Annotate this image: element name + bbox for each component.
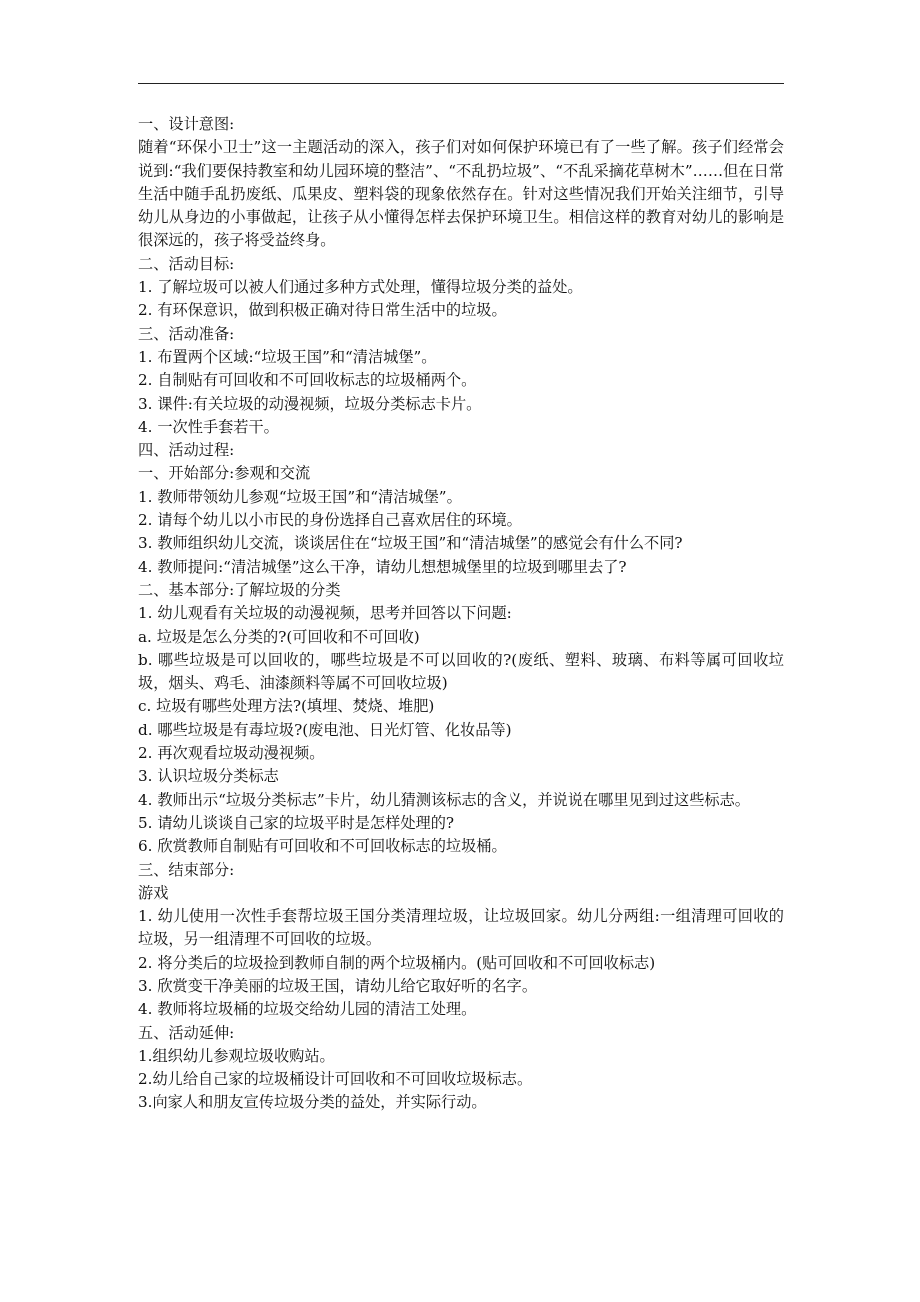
list-item: c. 垃圾有哪些处理方法?(填埋、焚烧、堆肥) — [138, 697, 435, 716]
list-item: 2. 将分类后的垃圾捡到教师自制的两个垃圾桶内。(贴可回收和不可回收标志) — [138, 953, 656, 972]
header-rule — [138, 83, 784, 84]
paragraph-design-intent: 随着“环保小卫士”这一主题活动的深入，孩子们对如何保护环境已有了一些了解。孩子们经常会说到:“我们要保持教室和幼儿园环境的整洁”、“不乱扔垃圾”、“不乱采摘花草树木”……但在日常生活中随手乱扔废纸、瓜果皮、塑料袋的现象依然存在。针对这些情况我们开始关注细节，引导幼儿从身边的小事做起，让孩子从小懂得怎样去保护环境卫生。相信这样的教育对幼儿的影响是很深远的，孩子将受益终身。 — [138, 138, 784, 250]
list-item: 6. 欣赏教师自制贴有可回收和不可回收标志的垃圾桶。 — [138, 837, 507, 856]
list-item: 3.向家人和朋友宣传垃圾分类的益处，并实际行动。 — [138, 1093, 487, 1112]
section-heading-extension: 五、活动延伸: — [138, 1023, 235, 1042]
document-body — [138, 113, 784, 1115]
list-item: 2. 再次观看垃圾动漫视频。 — [138, 744, 325, 763]
list-item: 3. 教师组织幼儿交流，谈谈居住在“垃圾王国”和“清洁城堡”的感觉会有什么不同? — [138, 534, 683, 553]
list-item: 5. 请幼儿谈谈自己家的垃圾平时是怎样处理的? — [138, 813, 455, 832]
list-item: 1. 教师带领幼儿参观“垃圾王国”和“清洁城堡”。 — [138, 487, 462, 506]
subsection-heading-end: 三、结束部分: — [138, 860, 235, 879]
list-item: 4. 教师出示“垃圾分类标志”卡片，幼儿猜测该标志的含义，并说说在哪里见到过这些标志。 — [138, 790, 750, 809]
subsection-heading-basic: 二、基本部分:了解垃圾的分类 — [138, 580, 341, 599]
list-item: 1. 了解垃圾可以被人们通过多种方式处理，懂得垃圾分类的益处。 — [138, 278, 583, 297]
list-item: b. 哪些垃圾是可以回收的，哪些垃圾是不可以回收的?(废纸、塑料、玻璃、布料等属可回收垃圾，烟头、鸡毛、油漆颜料等属不可回收垃圾) — [138, 650, 784, 693]
list-item: 3. 认识垃圾分类标志 — [138, 767, 279, 786]
list-item: a. 垃圾是怎么分类的?(可回收和不可回收) — [138, 627, 420, 646]
list-item: 4. 一次性手套若干。 — [138, 417, 279, 436]
subsection-heading-start: 一、开始部分:参观和交流 — [138, 464, 311, 483]
section-heading-goals: 二、活动目标: — [138, 254, 235, 273]
section-heading-process: 四、活动过程: — [138, 441, 235, 460]
list-item: 4. 教师将垃圾桶的垃圾交给幼儿园的清洁工处理。 — [138, 1000, 477, 1019]
list-item: 3. 课件:有关垃圾的动漫视频，垃圾分类标志卡片。 — [138, 394, 482, 413]
game-label: 游戏 — [138, 883, 169, 902]
list-item: 4. 教师提问:“清洁城堡”这么干净，请幼儿想想城堡里的垃圾到哪里去了? — [138, 557, 627, 576]
list-item: 2. 有环保意识，做到积极正确对待日常生活中的垃圾。 — [138, 301, 507, 320]
list-item: 1. 幼儿观看有关垃圾的动漫视频，思考并回答以下问题: — [138, 604, 512, 623]
list-item: 3. 欣赏变干净美丽的垃圾王国，请幼儿给它取好听的名字。 — [138, 976, 538, 995]
list-item: 1.组织幼儿参观垃圾收购站。 — [138, 1046, 335, 1065]
section-heading-preparation: 三、活动准备: — [138, 324, 235, 343]
list-item: 1. 幼儿使用一次性手套帮垃圾王国分类清理垃圾，让垃圾回家。幼儿分两组:一组清理可回收的垃圾，另一组清理不可回收的垃圾。 — [138, 907, 784, 949]
list-item: 2.幼儿给自己家的垃圾桶设计可回收和不可回收垃圾标志。 — [138, 1070, 533, 1089]
list-item: 2. 自制贴有可回收和不可回收标志的垃圾桶两个。 — [138, 371, 477, 390]
list-item: 2. 请每个幼儿以小市民的身份选择自己喜欢居住的环境。 — [138, 511, 522, 530]
list-item: 1. 布置两个区域:“垃圾王国”和“清洁城堡”。 — [138, 347, 437, 366]
list-item: d. 哪些垃圾是有毒垃圾?(废电池、日光灯管、化妆品等) — [138, 720, 512, 739]
section-heading-design-intent: 一、设计意图: — [138, 115, 235, 133]
